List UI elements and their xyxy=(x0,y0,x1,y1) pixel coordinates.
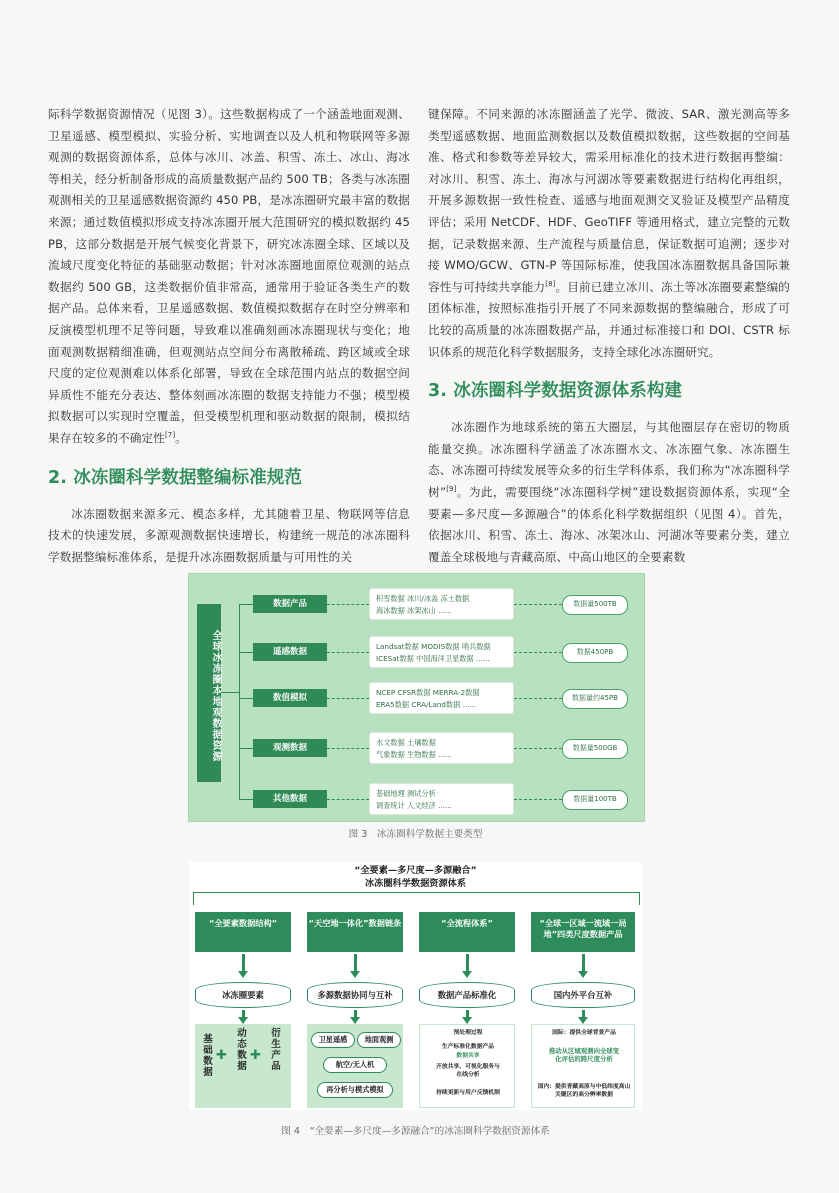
fig4-step: 持续更新与用户反馈机制 xyxy=(436,1090,500,1096)
down-arrow-icon xyxy=(350,1017,360,1024)
fig3-detail: 积雪数据 冰川/冰盖 冻土数据 海冰数据 冰架冰山 ...... xyxy=(369,588,514,620)
fig4-top-frame xyxy=(193,892,640,905)
fig3-connector xyxy=(221,692,239,693)
fig4-word: 动态数据 xyxy=(237,1028,247,1072)
reference-9[interactable]: [9] xyxy=(446,485,457,494)
down-arrow-icon xyxy=(238,971,248,978)
section-2-title: 2. 冰冻圈科学数据整编标准规范 xyxy=(48,467,303,488)
fig3-dash xyxy=(514,652,562,653)
right-paragraph-1: 键保障。不同来源的冰冻圈涵盖了光学、微波、SAR、激光测高等多类型遥感数据、地面监测数据以及数值模拟数据，这些数据的空间基准、格式和参数等差异较大，需采用标准化的技术进行数据再整编：对冰川、积雪、冻土、海冰与河湖冰等要素数据进行结构化再组织，开展多源数据一致性检查、遥感与地面观测交叉验证及模型产品精度评估；采用 NetCDF、HDF、GeoTIFF 等通用格式，建立完整的元数据，记录数据来源、生产流程与质量信息，保证数据可追溯；逐步对接 WMO/GCW、GTN-P 等国际标准，使我国冰冻圈数据具备国际兼容性与可持续共享能力[8]。目前已建立冰川、冻土等冰冻圈要素整编的团体标准，按照标准指引开展了不同来源数据的整编融合，形成了可比较的高质量的冰冻圈数据产品，并通过标准接口和 DOI、CSTR 标识体系的规范化科学数据服务，支持全球化冰冻圈研究。 xyxy=(428,107,790,359)
left-paragraph-2: 冰冻圈数据来源多元、模态多样，尤其随着卫星、物联网等信息技术的快速发展，多源观测数据快速增长，构建统一规范的冰冻圈科学数据整编标准体系，是提升冰冻圈数据质量与可用性的关 xyxy=(48,506,410,564)
fig3-category: 数值模拟 xyxy=(253,689,327,707)
down-arrow-icon xyxy=(238,1017,248,1024)
down-arrow-icon xyxy=(578,971,588,978)
left-paragraph-1: 际科学数据资源情况（见图 3）。这些数据构成了一个涵盖地面观测、卫星遥感、模型模拟、实验分析、实地调查以及人机和物联网等多源观测的数据资源体系，总体与冰川、冰盖、积雪、冻土、冰山、海冰等相关，经分析制备形成的高质量数据产品约 500 TB；各类与冰冻圈观测相关的卫星遥感数据资源约 450 PB，是冰冻圈研究最丰富的数据来源；通过数值模拟形成支持冰冻圈开展大范围研究的模拟数据约 45 PB，这部分数据是开展气候变化背景下，研究冰冻圈全球、区域以及流域尺度变化特征的基础驱动数据；针对冰冻圈地面原位观测的站点数据约 500 GB，这类数据价值非常高，通常用于验证各类生产的数据产品。总体来看，卫星遥感数据、数值模拟数据存在时空分辨率和反演模型机理不足等问题，导致难以准确刻画冰冻圈现状与变化；地面观测数据精细准确，但观测站点空间分布离散稀疏、跨区域或全球尺度的定位观测难以体系化部署，导致在全球范围内站点的数据空间异质性不能充分表达、整体刻画冰冻圈的数据支持能力不强；模型模拟数据可以实现时空覆盖，但受模型机理和驱动数据的限制，模拟结果存在较多的不确定性[7]。 xyxy=(48,107,410,445)
fig4-column-head: “天空地一体化”数据链条 xyxy=(307,912,403,952)
fig3-detail: 基础地理 测试分析 调查统计 人文经济 ...... xyxy=(369,783,514,815)
fig4-title-line1: “全要素—多尺度—多源融合” xyxy=(354,865,477,876)
fig4-cylinder: 国内外平台互补 xyxy=(531,982,635,1008)
fig3-category: 其他数据 xyxy=(253,790,327,808)
figure-3-diagram xyxy=(188,573,645,822)
fig4-title-line2: 冰冻圈科学数据资源体系 xyxy=(364,878,467,889)
figure-4-diagram xyxy=(189,862,642,1110)
fig4-arrow-stem xyxy=(242,954,245,972)
fig4-word: 基础数据 xyxy=(203,1034,213,1078)
fig3-dash xyxy=(327,748,369,749)
fig3-connector xyxy=(239,604,253,605)
fig4-step: 预处理过程 xyxy=(453,1030,483,1036)
fig4-arrow-stem xyxy=(582,954,585,972)
plus-icon: ✚ xyxy=(250,1048,261,1063)
fig3-amount: 数据量约45PB xyxy=(562,689,628,709)
left-column xyxy=(48,104,410,568)
fig3-dash xyxy=(327,799,369,800)
fig3-amount: 数据量500TB xyxy=(562,595,628,615)
fig3-amount: 数据量100TB xyxy=(562,790,628,810)
fig3-dash xyxy=(327,698,369,699)
fig3-category: 观测数据 xyxy=(253,739,327,757)
fig4-arrow-stem xyxy=(466,954,469,972)
figure-3-caption: 图 3 冰冻圈科学数据主要类型 xyxy=(348,829,483,840)
fig4-column-head: “全流程体系” xyxy=(419,912,515,952)
fig3-trunk xyxy=(239,604,240,800)
fig4-panel-4 xyxy=(531,1024,635,1108)
fig4-cylinder: 数据产品标准化 xyxy=(419,982,515,1008)
fig3-amount: 数据450PB xyxy=(562,643,628,663)
fig3-dash xyxy=(514,748,562,749)
section-3-title: 3. 冰冻圈科学数据资源体系构建 xyxy=(428,381,683,402)
figure-4-caption: 图 4 “全要素—多尺度—多源融合”的冰冻圈科学数据资源体系 xyxy=(281,1126,550,1137)
fig3-root-box: 全球冰冻圈本地观数据资源 xyxy=(197,604,221,782)
fig3-connector xyxy=(239,748,253,749)
fig4-panel-1 xyxy=(195,1024,291,1108)
fig3-connector xyxy=(239,698,253,699)
right-column xyxy=(428,104,790,568)
reference-8[interactable]: [8] xyxy=(545,279,556,288)
fig4-pill: 卫星遥感 xyxy=(311,1032,355,1048)
fig4-panel-2 xyxy=(307,1024,403,1108)
fig4-column-head: “全要素数据结构” xyxy=(195,912,291,952)
fig4-cylinder: 冰冻圈要素 xyxy=(195,982,291,1008)
fig4-word: 衍生产品 xyxy=(271,1028,281,1072)
fig4-pill: 地面观测 xyxy=(357,1032,401,1048)
fig4-pill: 再分析与模式模拟 xyxy=(317,1082,393,1098)
fig4-step: 开放共享、可视化服务与在线分析 xyxy=(436,1064,500,1078)
fig4-step: 数据共享 xyxy=(456,1053,480,1059)
fig3-connector xyxy=(239,799,253,800)
reference-7[interactable]: [7] xyxy=(164,431,176,440)
fig4-step: 生产标准化数据产品 xyxy=(441,1044,495,1050)
fig4-note: 国内：提供青藏高原与中低纬度高山关键区的高分辨率数据 xyxy=(537,1084,631,1098)
fig3-dash xyxy=(327,604,369,605)
fig4-arrow-stem xyxy=(354,954,357,972)
down-arrow-icon xyxy=(462,1017,472,1024)
right-paragraph-2: 冰冻圈作为地球系统的第五大圈层，与其他圈层存在密切的物质能量交换。冰冻圈科学涵盖了冰冻圈水文、冰冻圈气象、冰冻圈生态、冰冻圈可持续发展等众多的衍生学科体系，我们称为“冰冻圈科学树”[9]。为此，需要围绕“冰冻圈科学树”建设数据资源体系，实现“全要素—多尺度—多源融合”的体系化科学数据组织（见图 4）。首先，依据冰川、积雪、冻土、海冰、冰架冰山、河湖冰等要素分类，建立覆盖全球极地与青藏高原、中高山地区的全要素数 xyxy=(428,420,790,564)
fig4-panel-3 xyxy=(419,1024,515,1108)
fig4-cylinder: 多源数据协同与互补 xyxy=(307,982,403,1008)
fig3-dash xyxy=(514,698,562,699)
fig4-note: 国际：提供全球背景产品 xyxy=(552,1030,616,1036)
fig3-category: 遥感数据 xyxy=(253,643,327,661)
fig3-category: 数据产品 xyxy=(253,595,327,613)
down-arrow-icon xyxy=(462,971,472,978)
down-arrow-icon xyxy=(578,1017,588,1024)
fig3-dash xyxy=(514,604,562,605)
fig3-detail: 水文数据 土壤数据 气象数据 生物数据 ...... xyxy=(369,732,514,764)
fig3-amount: 数据量500GB xyxy=(562,739,628,759)
fig4-note: 推动从区域观测向全球变化评估的跨尺度分析 xyxy=(548,1047,620,1063)
fig3-dash xyxy=(514,799,562,800)
fig4-pill: 航空/无人机 xyxy=(323,1057,387,1073)
fig4-column-head: “全球一区域一流域一局地”四类尺度数据产品 xyxy=(531,912,635,952)
fig3-detail: NCEP CFSR数据 MERRA-2数据 ERA5数据 CRA/Land数据 ...... xyxy=(369,682,514,714)
fig3-dash xyxy=(327,652,369,653)
plus-icon: ✚ xyxy=(216,1048,227,1063)
down-arrow-icon xyxy=(350,971,360,978)
fig3-connector xyxy=(239,652,253,653)
fig3-detail: Landsat数据 MODIS数据 哨兵数据 ICESat数据 中国海洋卫星数据 ...... xyxy=(369,636,514,668)
